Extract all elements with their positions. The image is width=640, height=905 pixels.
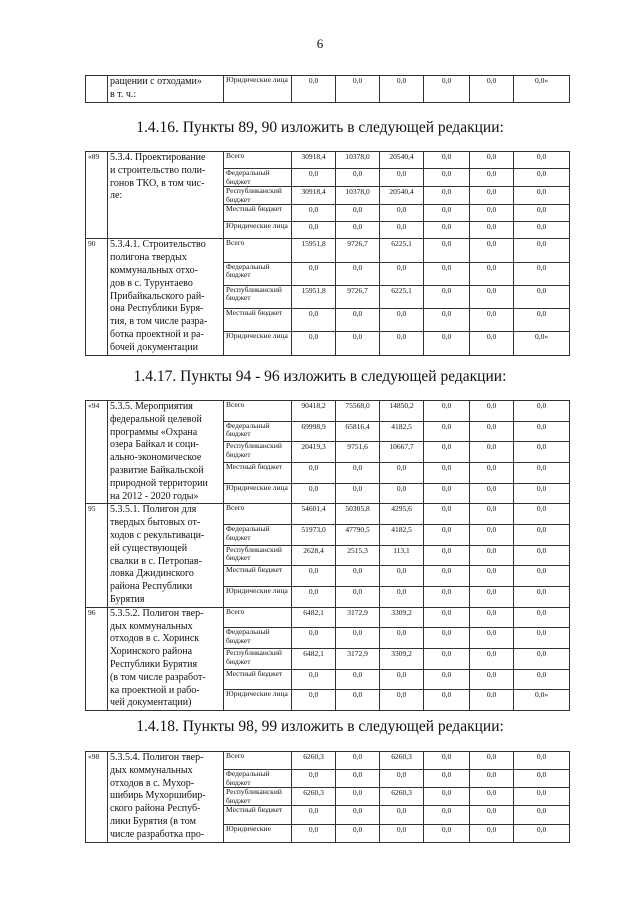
amount-cell: 0,0 [336,332,380,355]
description-line: на 2012 - 2020 годы» [110,490,199,502]
amount-cell: 0,0 [424,525,470,546]
amount-cell: 0,0 [514,205,570,222]
item-description [108,401,224,504]
amount-cell: 0,0 [514,607,570,628]
item-number: «94 [86,401,108,504]
amount-cell: 0,0 [336,566,380,587]
amount-cell: 0,0 [292,262,336,285]
amount-cell: 0,0 [470,76,514,103]
amount-cell: 0,0 [514,239,570,262]
amount-cell: 0,0 [424,285,470,308]
amount-cell: 0,0 [380,309,424,332]
amount-cell: 0,0 [424,152,470,169]
amount-cell: 0,0 [292,222,336,239]
description-line: свалки в с. Петропав- [110,555,202,567]
funding-source: Федеральный бюджет [224,770,292,788]
amount-cell: 0,0 [292,205,336,222]
amount-cell: 0,0 [470,239,514,262]
amount-cell: 0,0 [380,483,424,504]
description-line: отходов в с. Хоринск [110,633,200,645]
amount-cell: 0,0 [424,504,470,525]
amount-cell: 0,0 [380,332,424,355]
item-description [108,76,224,103]
amount-cell: 0,0 [424,607,470,628]
description-line: она Республики Буря- [110,303,204,315]
description-line: ращении с отходами» [110,76,202,87]
funding-source: Всего [224,504,292,525]
amount-cell: 0,0 [514,152,570,169]
description-line: чей документации) [110,697,192,709]
table-row [86,239,570,262]
description-line: ходов с рекультиваци- [110,529,205,541]
description-line: 5.3.5.4. Полигон твер- [110,752,204,763]
amount-cell: 2515,3 [336,545,380,566]
amount-cell: 0,0 [424,421,470,442]
amount-cell: 0,0 [292,483,336,504]
amount-cell: 0,0 [336,76,380,103]
amount-cell: 0,0 [470,401,514,422]
description-line: 5.3.5. Мероприятия [110,401,193,412]
amount-cell: 50305,8 [336,504,380,525]
description-line: Республики Бурятия [110,658,198,670]
amount-cell: 0,0 [470,788,514,806]
funding-source: Местный бюджет [224,205,292,222]
amount-cell: 30918,4 [292,187,336,205]
description-line: лики Бурятия (в том [110,815,196,827]
amount-cell: 69998,9 [292,421,336,442]
funding-source: Республиканский бюджет [224,788,292,806]
amount-cell: 75568,0 [336,401,380,422]
description-line: ка проектной и рабо- [110,684,200,696]
funding-source: Юридические лица [224,690,292,711]
amount-cell: 6260,3 [380,788,424,806]
amount-cell: 0,0 [514,483,570,504]
item-number: 96 [86,607,108,710]
amount-cell: 0,0 [470,442,514,463]
amount-cell: 0,0 [424,262,470,285]
amount-cell: 0,0 [514,401,570,422]
amount-cell: 0,0 [514,504,570,525]
item-description [108,152,224,239]
funding-table [85,75,570,103]
description-line: Прибайкальского рай- [110,290,205,302]
table-row [86,752,570,770]
item-number: «98 [86,752,108,843]
amount-cell: 90418,2 [292,401,336,422]
description-line: ботка проектной и ра- [110,328,204,340]
amount-cell: 0,0 [424,566,470,587]
funding-source: Местный бюджет [224,463,292,484]
description-line: числе разработка про- [110,828,205,840]
amount-cell: 0,0 [470,332,514,355]
amount-cell: 0,0 [380,770,424,788]
description-line: гонов ТКО, в том чис- [110,177,205,189]
amount-cell: 0,0 [470,262,514,285]
item-number: «89 [86,152,108,239]
amount-cell: 0,0 [514,463,570,484]
funding-source: Местный бюджет [224,669,292,690]
amount-cell: 9726,7 [336,239,380,262]
amount-cell: 0,0 [514,525,570,546]
amount-cell: 0,0 [514,806,570,824]
description-line: ловка Джидинского [110,568,194,580]
funding-source: Республиканский бюджет [224,442,292,463]
amount-cell: 2628,4 [292,545,336,566]
description-line: природной территории [110,477,208,489]
amount-cell: 10378,0 [336,152,380,169]
amount-cell: 6225,1 [380,285,424,308]
amount-cell: 0,0 [424,76,470,103]
amount-cell: 0,0 [470,421,514,442]
description-line: дов в с. Турунтаево [110,277,193,289]
amount-cell: 0,0 [470,607,514,628]
amount-cell: 0,0 [514,824,570,842]
funding-source: Федеральный бюджет [224,169,292,187]
funding-source: Юридические лица [224,587,292,608]
amount-cell: 0,0 [470,205,514,222]
amount-cell: 0,0 [380,806,424,824]
item-number: 90 [86,239,108,355]
amount-cell: 0,0 [336,806,380,824]
amount-cell: 0,0 [292,690,336,711]
amount-cell: 6260,3 [292,788,336,806]
section-heading-1-4-16: 1.4.16. Пункты 89, 90 изложить в следующей редакции: [136,119,504,136]
funding-source: Юридические лица [224,222,292,239]
amount-cell: 0,0 [470,504,514,525]
amount-cell: 0,0 [380,76,424,103]
amount-cell: 54601,4 [292,504,336,525]
funding-source: Федеральный бюджет [224,525,292,546]
funding-source: Республиканский бюджет [224,285,292,308]
table-row [86,401,570,422]
amount-cell: 0,0 [336,309,380,332]
amount-cell: 0,0 [336,483,380,504]
amount-cell: 0,0 [424,690,470,711]
amount-cell: 0,0 [336,669,380,690]
amount-cell: 0,0 [380,566,424,587]
description-line: ально-экономическое [110,452,202,464]
amount-cell: 6260,3 [292,752,336,770]
amount-cell: 0,0 [380,262,424,285]
amount-cell: 0,0 [336,222,380,239]
amount-cell: 4182,5 [380,525,424,546]
funding-table [85,400,570,711]
table-row [86,76,570,103]
amount-cell: 0,0 [336,752,380,770]
amount-cell: 0,0 [292,76,336,103]
funding-source: Федеральный бюджет [224,628,292,649]
description-line: полигона твердых [110,252,187,264]
amount-cell: 0,0 [380,205,424,222]
description-line: отходов в с. Мухор- [110,777,195,789]
description-line: 5.3.4.1. Строительство [110,239,206,251]
description-line: озера Байкал и соци- [110,439,199,451]
amount-cell: 10378,0 [336,187,380,205]
amount-cell: 3309,2 [380,649,424,670]
description-line: программы «Охрана [110,426,198,438]
amount-cell: 20419,3 [292,442,336,463]
amount-cell: 3172,9 [336,607,380,628]
description-line: тия, в том числе разра- [110,316,208,328]
amount-cell: 0,0 [336,690,380,711]
amount-cell: 0,0 [470,285,514,308]
amount-cell: 0,0 [470,824,514,842]
amount-cell: 0,0 [292,463,336,484]
amount-cell: 0,0 [424,806,470,824]
amount-cell: 20540,4 [380,187,424,205]
amount-cell: 0,0 [424,309,470,332]
amount-cell: 6260,3 [380,752,424,770]
funding-source: Юридические лица [224,483,292,504]
description-line: ле: [110,190,123,202]
amount-cell: 0,0 [380,628,424,649]
amount-cell: 0,0 [424,463,470,484]
amount-cell: 0,0 [424,752,470,770]
amount-cell: 0,0 [292,169,336,187]
funding-source: Всего [224,607,292,628]
description-line: (в том числе разработ- [110,671,206,683]
amount-cell: 0,0 [336,788,380,806]
section-heading-1-4-18: 1.4.18. Пункты 98, 99 изложить в следующей редакции: [136,718,504,735]
amount-cell: 10667,7 [380,442,424,463]
amount-cell: 0,0 [292,628,336,649]
amount-cell: 0,0 [380,824,424,842]
amount-cell: 0,0 [470,309,514,332]
amount-cell: 0,0 [292,566,336,587]
page-number: 6 [316,36,324,51]
funding-source: Местный бюджет [224,566,292,587]
description-line: дых коммунальных [110,764,193,776]
amount-cell: 0,0 [514,669,570,690]
amount-cell: 0,0 [424,545,470,566]
description-line: 5.3.5.1. Полигон для [110,504,197,516]
amount-cell: 0,0 [514,309,570,332]
description-line: Хоринского района [110,646,193,658]
amount-cell: 0,0 [514,262,570,285]
amount-cell: 30918,4 [292,152,336,169]
amount-cell: 0,0» [514,690,570,711]
amount-cell: 0,0 [514,649,570,670]
amount-cell: 0,0 [336,169,380,187]
amount-cell: 0,0 [514,587,570,608]
table-row [86,152,570,169]
amount-cell: 3172,9 [336,649,380,670]
description-line: шибирь Мухоршибир- [110,790,206,802]
item-description [108,239,224,355]
amount-cell: 0,0 [424,770,470,788]
amount-cell: 0,0 [380,690,424,711]
amount-cell: 0,0 [470,152,514,169]
amount-cell: 0,0 [424,649,470,670]
funding-table [85,751,570,843]
description-line: развитие Байкальской [110,464,204,476]
table-row [86,504,570,525]
amount-cell: 0,0 [424,669,470,690]
funding-source: Местный бюджет [224,309,292,332]
amount-cell: 0,0 [292,309,336,332]
amount-cell: 9751,6 [336,442,380,463]
table-row [86,607,570,628]
funding-source: Юридические [224,824,292,842]
amount-cell: 0,0 [336,587,380,608]
funding-source: Всего [224,152,292,169]
amount-cell: 0,0 [470,806,514,824]
funding-source: Местный бюджет [224,806,292,824]
amount-cell: 0,0 [292,332,336,355]
amount-cell: 0,0 [514,752,570,770]
amount-cell: 0,0» [514,332,570,355]
amount-cell: 6482,1 [292,607,336,628]
item-description [108,752,224,843]
amount-cell: 0,0 [292,587,336,608]
funding-source: Юридические лица [224,76,292,103]
amount-cell: 0,0 [292,669,336,690]
amount-cell: 0,0 [470,566,514,587]
funding-table [85,151,570,356]
amount-cell: 0,0 [424,483,470,504]
funding-source: Республиканский бюджет [224,187,292,205]
amount-cell: 0,0 [470,525,514,546]
amount-cell: 0,0 [424,628,470,649]
amount-cell: 0,0 [424,401,470,422]
amount-cell: 0,0 [470,169,514,187]
amount-cell: 0,0 [424,222,470,239]
amount-cell: 0,0 [424,169,470,187]
amount-cell: 0,0 [514,187,570,205]
amount-cell: 20540,4 [380,152,424,169]
amount-cell: 0,0 [380,222,424,239]
amount-cell: 0,0 [470,770,514,788]
amount-cell: 6482,1 [292,649,336,670]
amount-cell: 51973,0 [292,525,336,546]
amount-cell: 0,0 [292,770,336,788]
amount-cell: 0,0 [514,222,570,239]
amount-cell: 0,0 [514,545,570,566]
amount-cell: 0,0 [380,587,424,608]
amount-cell: 0,0» [514,76,570,103]
amount-cell: 14850,2 [380,401,424,422]
description-line: твердых бытовых от- [110,517,201,529]
amount-cell: 0,0 [424,788,470,806]
amount-cell: 0,0 [424,205,470,222]
amount-cell: 0,0 [514,628,570,649]
funding-source: Федеральный бюджет [224,262,292,285]
description-line: в т. ч.: [110,88,137,100]
amount-cell: 0,0 [470,752,514,770]
amount-cell: 0,0 [514,770,570,788]
description-line: бочей документации [110,341,198,353]
item-number: 95 [86,504,108,607]
amount-cell: 0,0 [336,770,380,788]
funding-source: Республиканский бюджет [224,649,292,670]
amount-cell: 0,0 [380,669,424,690]
amount-cell: 3309,2 [380,607,424,628]
amount-cell: 0,0 [470,669,514,690]
amount-cell: 0,0 [470,187,514,205]
amount-cell: 0,0 [514,421,570,442]
amount-cell: 15951,8 [292,239,336,262]
amount-cell: 0,0 [424,239,470,262]
description-line: ей существующей [110,542,188,554]
funding-source: Юридические лица [224,332,292,355]
description-line: федеральной целевой [110,413,202,425]
amount-cell: 0,0 [336,824,380,842]
amount-cell: 47790,5 [336,525,380,546]
amount-cell: 0,0 [470,587,514,608]
amount-cell: 0,0 [470,649,514,670]
amount-cell: 0,0 [424,442,470,463]
amount-cell: 0,0 [470,222,514,239]
amount-cell: 0,0 [424,187,470,205]
description-line: ского района Респуб- [110,803,201,815]
item-number [86,76,108,103]
description-line: Бурятия [110,593,145,605]
funding-source: Всего [224,239,292,262]
amount-cell: 0,0 [470,545,514,566]
amount-cell: 0,0 [380,463,424,484]
amount-cell: 65816,4 [336,421,380,442]
amount-cell: 6225,1 [380,239,424,262]
amount-cell: 4182,5 [380,421,424,442]
amount-cell: 0,0 [470,628,514,649]
funding-source: Федеральный бюджет [224,421,292,442]
amount-cell: 0,0 [424,824,470,842]
amount-cell: 0,0 [470,463,514,484]
amount-cell: 0,0 [292,806,336,824]
amount-cell: 15951,8 [292,285,336,308]
description-line: района Республики [110,581,193,593]
description-line: 5.3.5.2. Полигон твер- [110,607,204,619]
funding-source: Всего [224,401,292,422]
amount-cell: 0,0 [514,788,570,806]
amount-cell: 0,0 [336,463,380,484]
amount-cell: 0,0 [514,442,570,463]
description-line: 5.3.4. Проектирование [110,152,206,163]
description-line: коммунальных отхо- [110,264,199,276]
description-line: и строительство поли- [110,164,206,176]
amount-cell: 0,0 [470,483,514,504]
funding-source: Республиканский бюджет [224,545,292,566]
amount-cell: 0,0 [336,628,380,649]
amount-cell: 0,0 [336,205,380,222]
item-description [108,504,224,607]
amount-cell: 0,0 [424,332,470,355]
amount-cell: 113,1 [380,545,424,566]
section-heading-1-4-17: 1.4.17. Пункты 94 - 96 изложить в следующей редакции: [133,368,507,385]
amount-cell: 0,0 [336,262,380,285]
amount-cell: 0,0 [514,566,570,587]
amount-cell: 9726,7 [336,285,380,308]
amount-cell: 0,0 [470,690,514,711]
amount-cell: 0,0 [514,285,570,308]
amount-cell: 0,0 [424,587,470,608]
funding-source: Всего [224,752,292,770]
amount-cell: 4295,6 [380,504,424,525]
amount-cell: 0,0 [292,824,336,842]
amount-cell: 0,0 [380,169,424,187]
amount-cell: 0,0 [514,169,570,187]
description-line: дых коммунальных [110,620,193,632]
item-description [108,607,224,710]
